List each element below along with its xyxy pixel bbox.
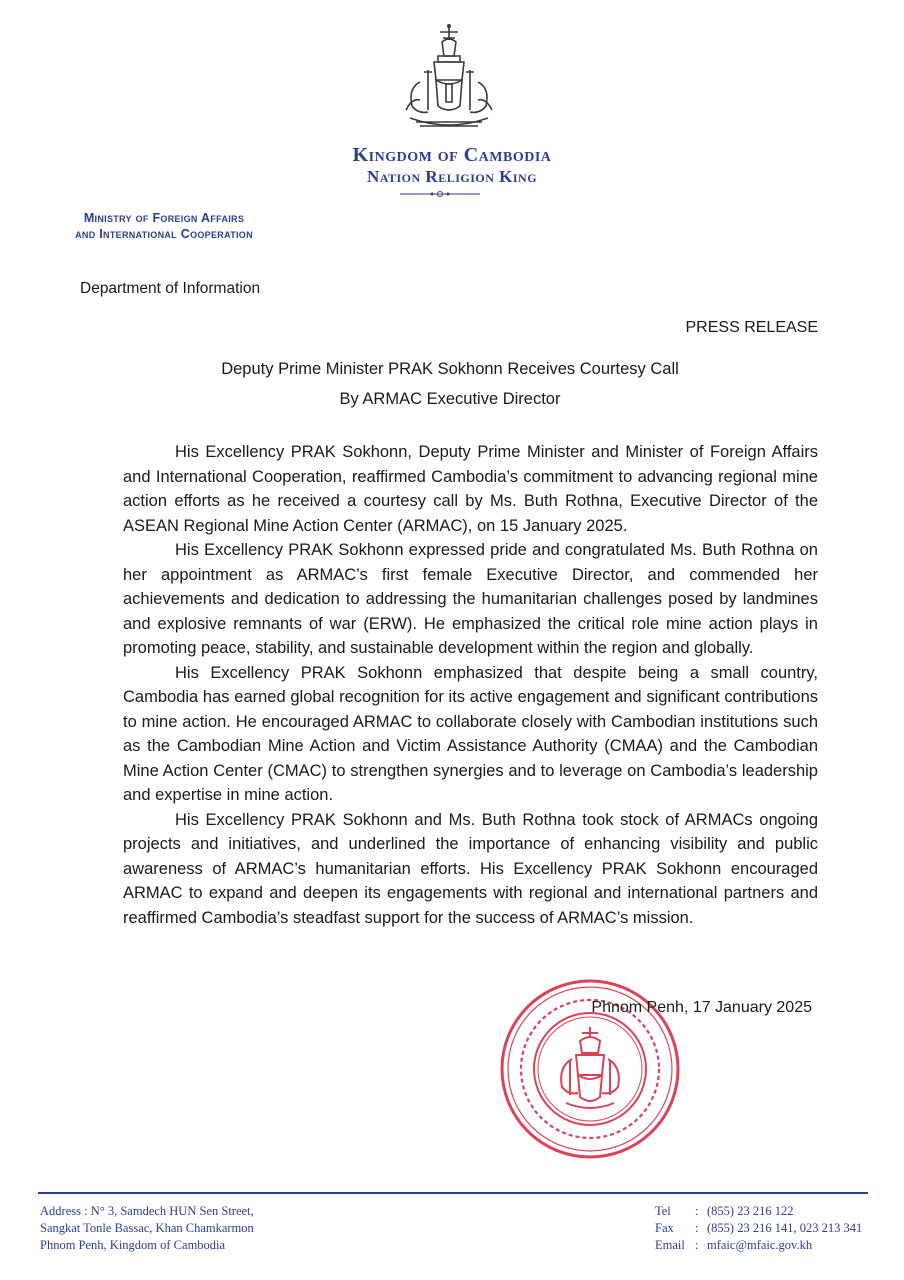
department-name: Department of Information [80,280,261,297]
press-release-title [0,354,900,414]
tel-label: Tel [655,1204,671,1218]
kingdom-heading: Kingdom of Cambodia [352,144,552,166]
footer-address [40,1203,254,1254]
fax-label: Fax [655,1221,674,1235]
national-motto: Nation Religion King [366,167,538,186]
place-and-date: Phnom Penh, 17 January 2025 [591,999,812,1016]
body-paragraph: His Excellency PRAK Sokhonn expressed pride and congratulated Ms. Buth Rothna on her appointment as ARMAC’s first female Executive Director, and commended her achievements and dedication to addressing the humanitarian challenges posed by landmines and explosive remnants of war (ERW). He emphasized the critical role mine action plays in promoting peace, stability, and sustainable development within the region and globally. [123,541,818,657]
footer-divider [38,1192,868,1194]
tel-row [655,1203,862,1220]
title-line-1: Deputy Prime Minister PRAK Sokhonn Receives Courtesy Call [221,360,679,378]
royal-arms-icon [390,22,508,140]
email-row [655,1237,862,1254]
fax-value: (855) 23 216 141, 023 213 341 [707,1221,863,1235]
tel-separator: : [695,1204,699,1218]
press-release-body [123,440,818,930]
tel-value: (855) 23 216 122 [707,1204,794,1218]
title-line-2: By ARMAC Executive Director [339,390,561,408]
address-line-1: Address : N° 3, Samdech HUN Sen Street, [40,1204,254,1218]
document-type: PRESS RELEASE [685,319,818,336]
fax-separator: : [695,1221,699,1235]
address-line-3: Phnom Penh, Kingdom of Cambodia [40,1238,226,1252]
fax-row [655,1220,862,1237]
email-separator: : [695,1238,699,1252]
body-paragraph: His Excellency PRAK Sokhonn, Deputy Prime Minister and Minister of Foreign Affairs and International Cooperation, reaffirmed Cambodia’s commitment to advancing regional mine action efforts as he received a courtesy call by Ms. Buth Rothna, Executive Director of the ASEAN Regional Mine Action Center (ARMAC), on 15 January 2025. [123,443,818,535]
ornament-divider-icon [400,190,480,198]
body-paragraph: His Excellency PRAK Sokhonn and Ms. Buth Rothna took stock of ARMACs ongoing projects and initiatives, and underlined the importance of enhancing visibility and public awareness of ARMAC’s humanitarian efforts. His Excellency PRAK Sokhonn encouraged ARMAC to expand and deepen its engagements with regional and international partners and reaffirmed Cambodia’s steadfast support for the success of ARMAC’s mission. [123,810,818,927]
footer-contacts [655,1203,862,1254]
address-line-2: Sangkat Tonle Bassac, Khan Chamkarmon [40,1221,254,1235]
email-label: Email [655,1238,685,1252]
ministry-name [40,210,288,242]
body-paragraph: His Excellency PRAK Sokhonn emphasized that despite being a small country, Cambodia has earned global recognition for its active engagement and significant contributions to mine action. He encouraged ARMAC to collaborate closely with Cambodian institutions such as the Cambodian Mine Action and Victim Assistance Authority (CMAA) and the Cambodian Mine Action Center (CMAC) to strengthen synergies and to leverage on Cambodia’s leadership and expertise in mine action. [123,663,818,804]
ministry-line-1: Ministry of Foreign Affairs [83,211,245,225]
ministry-line-2: and International Cooperation [75,227,253,241]
email-value[interactable]: mfaic@mfaic.gov.kh [707,1238,813,1252]
